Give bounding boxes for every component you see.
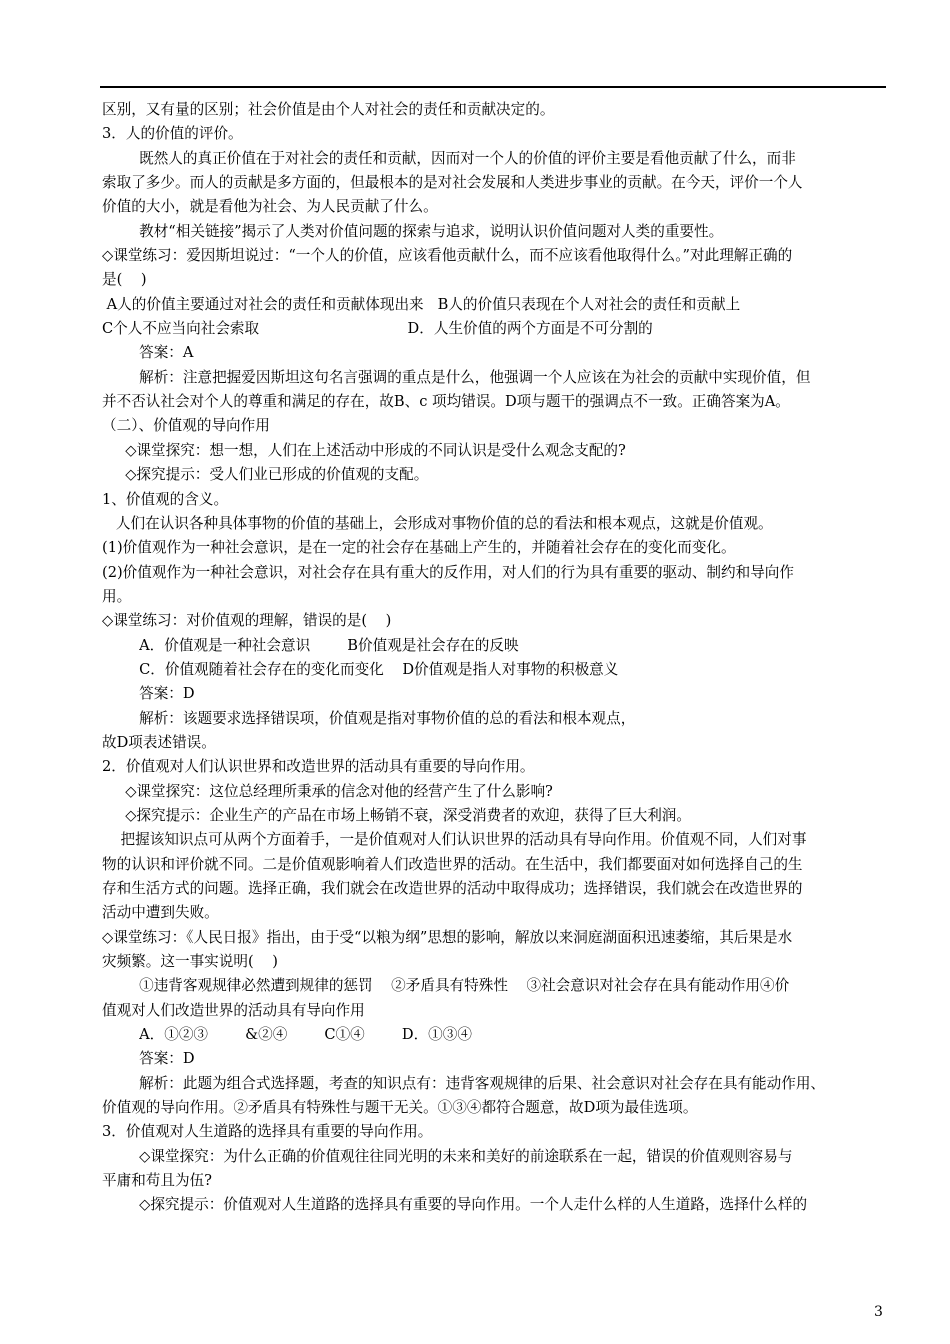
text-line: 灾频繁。这一事实说明( ) [102, 953, 278, 971]
text-line: 活动中遭到失败。 [102, 904, 219, 922]
text-line: ◇探究提示：受人们业已形成的价值观的支配。 [102, 466, 429, 484]
text-line: ◇课堂探究：这位总经理所秉承的信念对他的经营产生了什么影响? [102, 782, 553, 800]
text-line: 值观对人们改造世界的活动具有导向作用 [102, 1001, 365, 1019]
text-line: 把握该知识点可从两个方面着手，一是价值观对人们认识世界的活动具有导向作用。价值观不同，人们对事 [102, 831, 807, 849]
text-line: 3．价值观对人生道路的选择具有重要的导向作用。 [102, 1123, 433, 1141]
text-line: （二）、价值观的导向作用 [102, 417, 270, 435]
text-line: 答案：D [102, 685, 195, 703]
text-line: ①违背客观规律必然遭到规律的惩罚 ②矛盾具有特殊性 ③社会意识对社会存在具有能动作用④价 [102, 977, 790, 995]
text-line: 既然人的真正价值在于对社会的责任和贡献，因而对一个人的价值的评价主要是看他贡献了什么，而非 [102, 149, 796, 167]
text-line: (1)价值观作为一种社会意识，是在一定的社会存在基础上产生的，并随着社会存在的变化而变化。 [102, 539, 736, 557]
page-number: 3 [874, 1304, 883, 1320]
text-line: ◇探究提示：企业生产的产品在市场上畅销不衰，深受消费者的欢迎，获得了巨大利润。 [102, 806, 691, 824]
text-line: 1、价值观的含义。 [102, 490, 229, 508]
text-line: ◇课堂练习：《人民日报》指出，由于受“以粮为纲”思想的影响，解放以来洞庭湖面积迅速萎缩，其后果是水 [102, 928, 793, 946]
text-line: 并不否认社会对个人的尊重和满足的存在，故B、c 项均错误。D项与题干的强调点不一致。正确答案为A。 [102, 393, 790, 411]
text-line: 解析：此题为组合式选择题，考查的知识点有：违背客观规律的后果、社会意识对社会存在具有能动作用、 [102, 1074, 826, 1092]
text-line: 故D项表述错误。 [102, 733, 216, 751]
text-line: 存和生活方式的问题。选择正确，我们就会在改造世界的活动中取得成功；选择错误，我们就会在改造世界的 [102, 880, 803, 897]
text-line: ◇课堂练习：爱因斯坦说过：“一个人的价值，应该看他贡献什么，而不应该看他取得什么。”对此理解正确的 [102, 247, 793, 265]
text-line: A人的价值主要通过对社会的责任和贡献体现出来 B人的价值只表现在个人对社会的责任和贡献上 [102, 295, 741, 313]
text-line: ◇课堂练习：对价值观的理解，错误的是( ) [102, 612, 392, 630]
text-line: 2．价值观对人们认识世界和改造世界的活动具有重要的导向作用。 [102, 758, 535, 776]
text-line: 区别，又有量的区别；社会价值是由个人对社会的责任和贡献决定的。 [102, 101, 555, 118]
text-line: C个人不应当向社会索取 D．人生价值的两个方面是不可分割的 [102, 320, 653, 338]
text-line: 平庸和苟且为伍? [102, 1172, 212, 1190]
text-line: A．价值观是一种社会意识 B价值观是社会存在的反映 [102, 636, 519, 654]
text-line: 物的认识和评价就不同。二是价值观影响着人们改造世界的活动。在生活中，我们都要面对如何选择自己的生 [102, 855, 803, 873]
text-line: ◇课堂探究：为什么正确的价值观往往同光明的未来和美好的前途联系在一起，错误的价值观则容易与 [102, 1147, 793, 1165]
text-line: 是( ) [102, 271, 147, 289]
text-line: 3．人的价值的评价。 [102, 125, 243, 143]
text-line: 用。 [102, 587, 132, 605]
text-line: 人们在认识各种具体事物的价值的基础上，会形成对事物价值的总的看法和根本观点，这就是价值观。 [102, 514, 773, 532]
text-line: (2)价值观作为一种社会意识，对社会存在具有重大的反作用，对人们的行为具有重要的驱动、制约和导向作 [102, 563, 794, 581]
text-line: 价值观的导向作用。②矛盾具有特殊性与题干无关。①③④都符合题意，故D项为最佳选项。 [102, 1099, 698, 1117]
text-line: 索取了多少。而人的贡献是多方面的，但最根本的是对社会发展和人类进步事业的贡献。在今天，评价一个人 [102, 174, 803, 192]
text-line: 价值的大小，就是看他为社会、为人民贡献了什么。 [102, 198, 438, 216]
text-line: C．价值观随着社会存在的变化而变化 D价值观是指人对事物的积极意义 [102, 660, 619, 678]
text-line: 教材“相关链接”揭示了人类对价值问题的探索与追求，说明认识价值问题对人类的重要性。 [102, 222, 724, 240]
text-line: A．①②③ &②④ C①④ D．①③④ [102, 1026, 472, 1044]
header-rule [100, 86, 886, 88]
text-line: 答案：D [102, 1050, 195, 1068]
text-line: 解析：该题要求选择错误项，价值观是指对事物价值的总的看法和根本观点， [102, 709, 636, 727]
text-line: 答案：A [102, 344, 194, 362]
text-line: ◇探究提示：价值观对人生道路的选择具有重要的导向作用。一个人走什么样的人生道路，选择什么样的 [102, 1196, 808, 1214]
text-line: 解析：注意把握爱因斯坦这句名言强调的重点是什么，他强调一个人应该在为社会的贡献中实现价值，但 [102, 368, 811, 386]
text-line: ◇课堂探究：想一想，人们在上述活动中形成的不同认识是受什么观念支配的? [102, 441, 626, 459]
document-body [102, 98, 892, 1218]
